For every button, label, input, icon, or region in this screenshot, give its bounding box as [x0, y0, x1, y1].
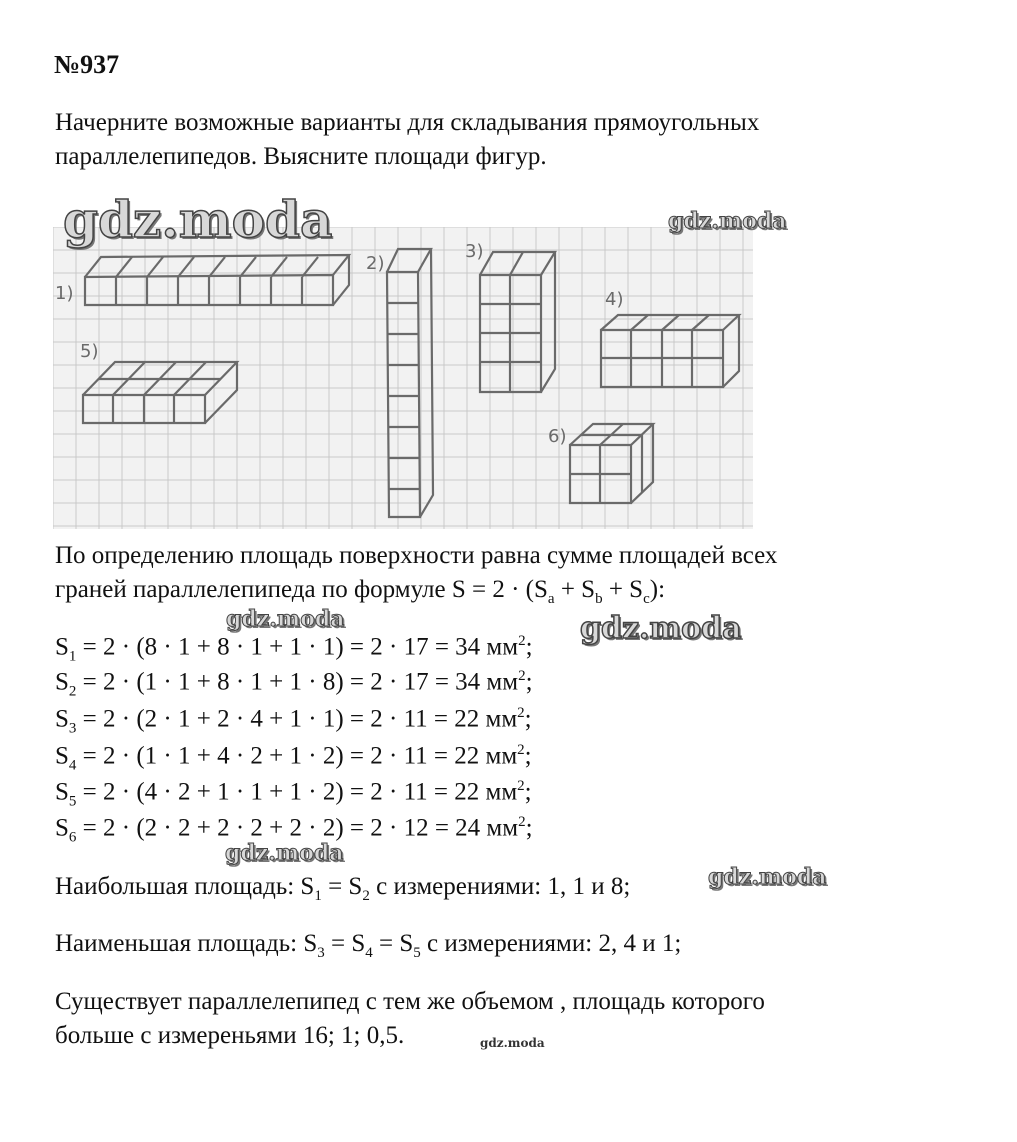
- largest-area-text: [55, 873, 630, 905]
- text: с измерениями: 2, 4 и 1;: [420, 930, 682, 957]
- subscript: 6: [68, 829, 77, 846]
- formula-end: ;: [524, 705, 532, 733]
- subscript: 3: [68, 720, 77, 737]
- task-line-2: параллелепипедов. Выясните площади фигур.: [55, 143, 547, 170]
- formula-text: = 2 · (4 · 2 + 1 · 1 + 1 · 2) = 2 · 11 = 22 мм: [76, 778, 518, 806]
- formula-symbol: S: [55, 814, 69, 842]
- formula-row-1: [55, 633, 533, 665]
- superscript: 2: [517, 778, 525, 794]
- text: с измерениями: 1, 1 и 8;: [369, 873, 631, 900]
- formula-end: ;: [525, 633, 533, 661]
- watermark-logo: gdz.moda: [226, 606, 345, 632]
- formula-text: ):: [649, 576, 666, 603]
- subscript: 3: [317, 945, 325, 961]
- watermark-logo-large: gdz.moda: [63, 190, 333, 249]
- text: = S: [372, 930, 414, 957]
- conclusion-text: [55, 985, 765, 1053]
- text: = S: [324, 930, 366, 957]
- formula-text: = 2 · (8 · 1 + 8 · 1 + 1 · 1) = 2 · 17 = 34 мм: [76, 633, 519, 661]
- watermark-logo: gdz.moda: [225, 840, 344, 866]
- subscript: 2: [68, 683, 77, 700]
- superscript: 2: [517, 742, 525, 758]
- formula-text: = 2 · (1 · 1 + 4 · 2 + 1 · 2) = 2 · 11 = 22 мм: [76, 742, 518, 770]
- subscript: b: [595, 591, 603, 607]
- text: Наибольшая площадь: S: [55, 873, 315, 900]
- subscript: 5: [68, 793, 77, 810]
- formula-symbol: S: [55, 705, 69, 733]
- conclusion-line-1: Существует параллелепипед с тем же объемом , площадь которого: [55, 988, 765, 1015]
- text: = S: [321, 873, 363, 900]
- figure-label-2: 2): [366, 253, 385, 274]
- subscript: 4: [68, 757, 77, 774]
- formula-row-4: [55, 742, 532, 774]
- subscript: 1: [314, 888, 322, 904]
- subscript: a: [547, 591, 555, 607]
- formula-text: + S: [602, 576, 644, 603]
- conclusion-line-2: больше с измереньями 16; 1; 0,5.: [55, 1022, 405, 1049]
- figure-label-5: 5): [80, 341, 99, 362]
- formula-text: + S: [554, 576, 596, 603]
- watermark-logo: gdz.moda: [668, 208, 787, 234]
- watermark-logo-small: gdz.moda: [480, 1036, 545, 1050]
- formula-text: граней параллелепипеда по формуле S = 2 · (S: [55, 576, 548, 603]
- definition-line-1: По определению площадь поверхности равна сумме площадей всех: [55, 542, 778, 569]
- superscript: 2: [518, 814, 526, 830]
- formula-text: = 2 · (2 · 1 + 2 · 4 + 1 · 1) = 2 · 11 = 22 мм: [76, 705, 518, 733]
- definition-text: [55, 539, 777, 616]
- formula-end: ;: [524, 778, 532, 806]
- problem-number: №937: [54, 50, 120, 79]
- watermark-logo: gdz.moda: [580, 611, 742, 646]
- formula-symbol: S: [55, 668, 69, 696]
- task-line-1: Начерните возможные варианты для складывания прямоугольных: [55, 109, 760, 136]
- figure-label-4: 4): [605, 289, 624, 310]
- formula-end: ;: [525, 814, 533, 842]
- figure-label-1: 1): [55, 283, 74, 304]
- formula-row-2: [55, 668, 533, 700]
- formula-row-5: [55, 778, 532, 810]
- text: Наименьшая площадь: S: [55, 930, 318, 957]
- subscript: 1: [68, 648, 77, 665]
- subscript: 2: [362, 888, 370, 904]
- subscript: 4: [365, 945, 373, 961]
- formula-symbol: S: [55, 742, 69, 770]
- formula-end: ;: [524, 742, 532, 770]
- sketch-figure: [53, 227, 753, 529]
- formula-row-3: [55, 705, 532, 737]
- superscript: 2: [518, 633, 526, 649]
- formula-text: = 2 · (2 · 2 + 2 · 2 + 2 · 2) = 2 · 12 = 24 мм: [76, 814, 519, 842]
- superscript: 2: [517, 705, 525, 721]
- figure-label-6: 6): [548, 426, 567, 447]
- formula-end: ;: [525, 668, 533, 696]
- figure-label-3: 3): [465, 241, 484, 262]
- smallest-area-text: [55, 930, 681, 962]
- superscript: 2: [518, 668, 526, 684]
- formula-text: = 2 · (1 · 1 + 8 · 1 + 1 · 8) = 2 · 17 = 34 мм: [76, 668, 519, 696]
- subscript: 5: [413, 945, 421, 961]
- formula-symbol: S: [55, 633, 69, 661]
- watermark-logo: gdz.moda: [708, 864, 827, 890]
- formula-symbol: S: [55, 778, 69, 806]
- subscript: c: [643, 591, 650, 607]
- task-text: [55, 106, 759, 174]
- definition-line-2: [55, 573, 777, 616]
